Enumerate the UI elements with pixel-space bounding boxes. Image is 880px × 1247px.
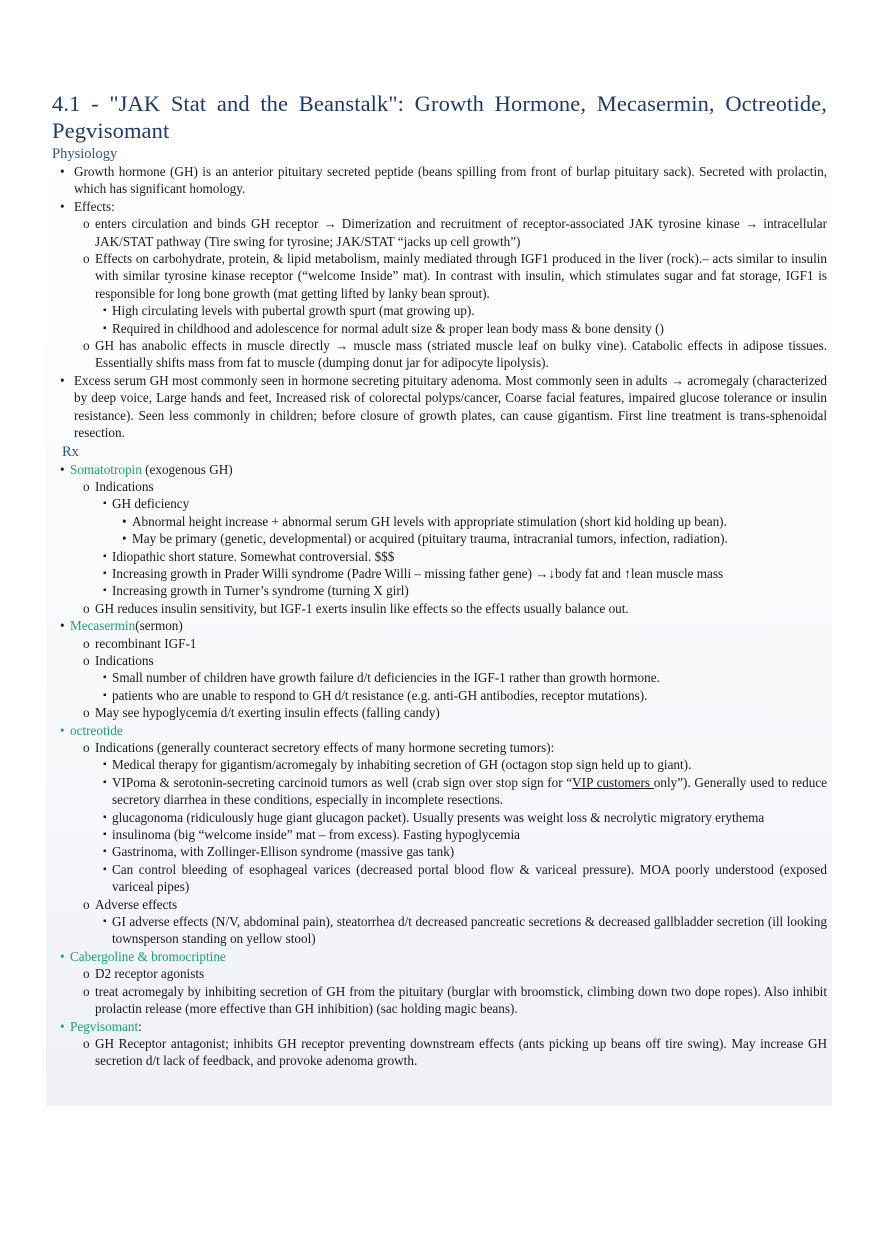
bullet: o (83, 338, 90, 354)
list-item: • Effects: (60, 198, 115, 214)
bullet: ▪ (103, 916, 107, 928)
bullet: o (83, 216, 90, 232)
drug-mecasermin: • Mecasermin(sermon) (60, 618, 183, 634)
bullet: • (60, 372, 65, 388)
bullet: ▪ (103, 689, 107, 701)
document-body (52, 90, 827, 1070)
list-item: ▪ patients who are unable to respond to GH d/t resistance (e.g. anti-GH antibodies, receptor mutations). (103, 687, 648, 703)
bullet: • (60, 618, 65, 634)
list-item: o D2 receptor agonists (83, 966, 205, 982)
bullet: ▪ (103, 811, 107, 823)
bullet: ▪ (103, 776, 107, 788)
list-item: o May see hypoglycemia d/t exerting insulin effects (falling candy) (83, 705, 440, 721)
list-item: ▪ VIPoma & serotonin-secreting carcinoid tumors as well (crab sign over stop sign for “VIP customers only”). Generally used to reduce secretory diarrhea in these conditions, especially in incomplete resections. (103, 774, 828, 808)
bullet: o (83, 635, 90, 651)
rx-heading: Rx (62, 443, 79, 460)
list-item: o Indications (83, 652, 154, 668)
drug-cabergoline (52, 948, 827, 965)
list-item: o Indications (generally counteract secretory effects of many hormone secreting tumors): (83, 740, 555, 755)
list-item: ▪ High circulating levels with pubertal growth spurt (mat growing up). (103, 303, 475, 319)
list-item: • May be primary (genetic, developmental) or acquired (pituitary trauma, intracranial tumors, infection, radiation). (122, 531, 728, 547)
rx-list (52, 461, 827, 1070)
bullet: ▪ (103, 863, 107, 875)
bullet: o (83, 966, 90, 982)
list-item: ▪ Medical therapy for gigantism/acromegaly by inhabiting secretion of GH (octagon stop sign held up to giant). (103, 757, 692, 773)
drug-name: Cabergoline & bromocriptine (70, 948, 226, 964)
bullet: • (60, 1018, 65, 1034)
bullet: o (83, 600, 90, 616)
bullet: ▪ (103, 322, 107, 334)
list-item: ▪ glucagonoma (ridiculously huge giant glucagon packet). Usually presents was weight loss & necrolytic migratory erythema (103, 809, 765, 825)
drug-name: Pegvisomant (70, 1018, 139, 1034)
physiology-heading: Physiology (52, 146, 118, 162)
bullet: • (122, 513, 127, 529)
list-item: o recombinant IGF-1 (83, 635, 197, 651)
bullet: o (83, 896, 90, 912)
list-item: ▪ Idiopathic short stature. Somewhat controversial. $$$ (103, 548, 395, 564)
bullet: ▪ (103, 846, 107, 858)
list-item: • Excess serum GH most commonly seen in hormone secreting pituitary adenoma. Most commonly seen in adults → acromegaly (characterized by deep voice, Large hands and feet, Increased risk of colorectal polyps/cancer, Coarse facial features, impaired glucose tolerance or insulin resistance). Seen less commonly in children; before closure of growth plates, can cause gigantism. First line treatment is trans-sphenoidal resection. (60, 372, 827, 441)
list-item: o GH has anabolic effects in muscle directly → muscle mass (striated muscle leaf on bulky vine). Catabolic effects in adipose tissues. Essentially shifts mass from fat to muscle (dumping donut jar for adipocyte lipolysis). (83, 338, 827, 371)
list-item: ▪ GI adverse effects (N/V, abdominal pain), steatorrhea d/t decreased pancreatic secretions & decreased gallbladder secretion (ill looking townsperson standing on yellow stool) (103, 914, 827, 947)
list-item: • Growth hormone (GH) is an anterior pituitary secreted peptide (beans spilling from front of burlap pituitary sack). Secreted with prolactin, which has significant homology. (60, 164, 827, 197)
bullet: • (60, 198, 65, 214)
bullet: ▪ (103, 672, 107, 684)
bullet: o (83, 652, 90, 668)
bullet: o (83, 478, 90, 494)
list-item: o GH reduces insulin sensitivity, but IGF-1 exerts insulin like effects so the effects usually balance out. (83, 600, 629, 616)
list-item: ▪ GH deficiency (103, 496, 190, 512)
bullet: • (60, 948, 65, 964)
bullet: • (60, 164, 65, 179)
bullet: ▪ (103, 759, 107, 771)
bullet: o (83, 740, 90, 755)
bullet: o (83, 251, 90, 267)
list-item: o enters circulation and binds GH receptor → Dimerization and recruitment of receptor-associated JAK tyrosine kinase → intracellular JAK/STAT pathway (Tire swing for tyrosine; JAK/STAT “jacks up cell growth”) (83, 216, 827, 249)
list-item: o Adverse effects (83, 896, 178, 912)
bullet: ▪ (103, 550, 107, 562)
list-item: ▪ Can control bleeding of esophageal varices (decreased portal blood flow & variceal pressure). MOA poorly understood (exposed variceal pipes) (103, 861, 827, 895)
bullet: ▪ (103, 585, 107, 597)
drug-name: octreotide (70, 722, 123, 738)
list-item: ▪ Required in childhood and adolescence for normal adult size & proper lean body mass & bone density () (103, 320, 664, 336)
list-item: o GH Receptor antagonist; inhibits GH receptor preventing downstream effects (ants picking up beans off tire swing). May increase GH secretion d/t lack of feedback, and provoke adenoma growth. (83, 1035, 827, 1069)
drug-name: Mecasermin (70, 618, 136, 634)
bullet: • (60, 461, 65, 477)
list-item: ▪ Small number of children have growth failure d/t deficiencies in the IGF-1 rather than growth hormone. (103, 670, 660, 686)
bullet: ▪ (103, 567, 107, 579)
physiology-list (52, 163, 827, 442)
bullet: ▪ (103, 305, 107, 317)
bullet: • (122, 531, 127, 547)
bullet: o (83, 983, 90, 999)
list-item: ▪ Gastrinoma, with Zollinger-Ellison syndrome (massive gas tank) (103, 844, 455, 860)
list-item: ▪ insulinoma (big “welcome inside” mat – from excess). Fasting hypoglycemia (103, 827, 520, 843)
drug-pegvisomant: • Pegvisomant: (60, 1018, 142, 1034)
bullet: ▪ (103, 829, 107, 841)
drug-name: Somatotropin (70, 461, 142, 477)
bullet: o (83, 1035, 90, 1051)
list-item: • Abnormal height increase + abnormal serum GH levels with appropriate stimulation (short kid holding up bean). (122, 513, 727, 529)
list-item: o treat acromegaly by inhibiting secretion of GH from the pituitary (burglar with broomstick, climbing down two dope ropes). Also inhibit prolactin release (more effective than GH inhibition) (sac holding magic beans). (83, 983, 827, 1017)
drug-somatotropin: • Somatotropin (exogenous GH) (60, 461, 233, 477)
bullet: ▪ (103, 498, 107, 510)
list-item: ▪ Increasing growth in Turner’s syndrome (turning X girl) (103, 583, 409, 599)
list-item: o Indications (83, 478, 154, 494)
drug-octreotide (52, 722, 827, 739)
bullet: • (60, 722, 65, 738)
bullet: o (83, 705, 90, 721)
list-item: o Effects on carbohydrate, protein, & lipid metabolism, mainly mediated through IGF1 produced in the liver (rock).– acts similar to insulin with similar tyrosine kinase receptor (“welcome Inside” mat). In contrast with insulin, which stimulates sugar and fat storage, IGF1 is responsible for long bone growth (mat getting lifted by lanky bean sprout). (83, 251, 827, 301)
page-title: 4.1 - "JAK Stat and the Beanstalk": Growth Hormone, Mecasermin, Octreotide, Pegvisomant (52, 91, 827, 143)
list-item: ▪ Increasing growth in Prader Willi syndrome (Padre Willi – missing father gene) →↓body fat and ↑lean muscle mass (103, 565, 724, 581)
